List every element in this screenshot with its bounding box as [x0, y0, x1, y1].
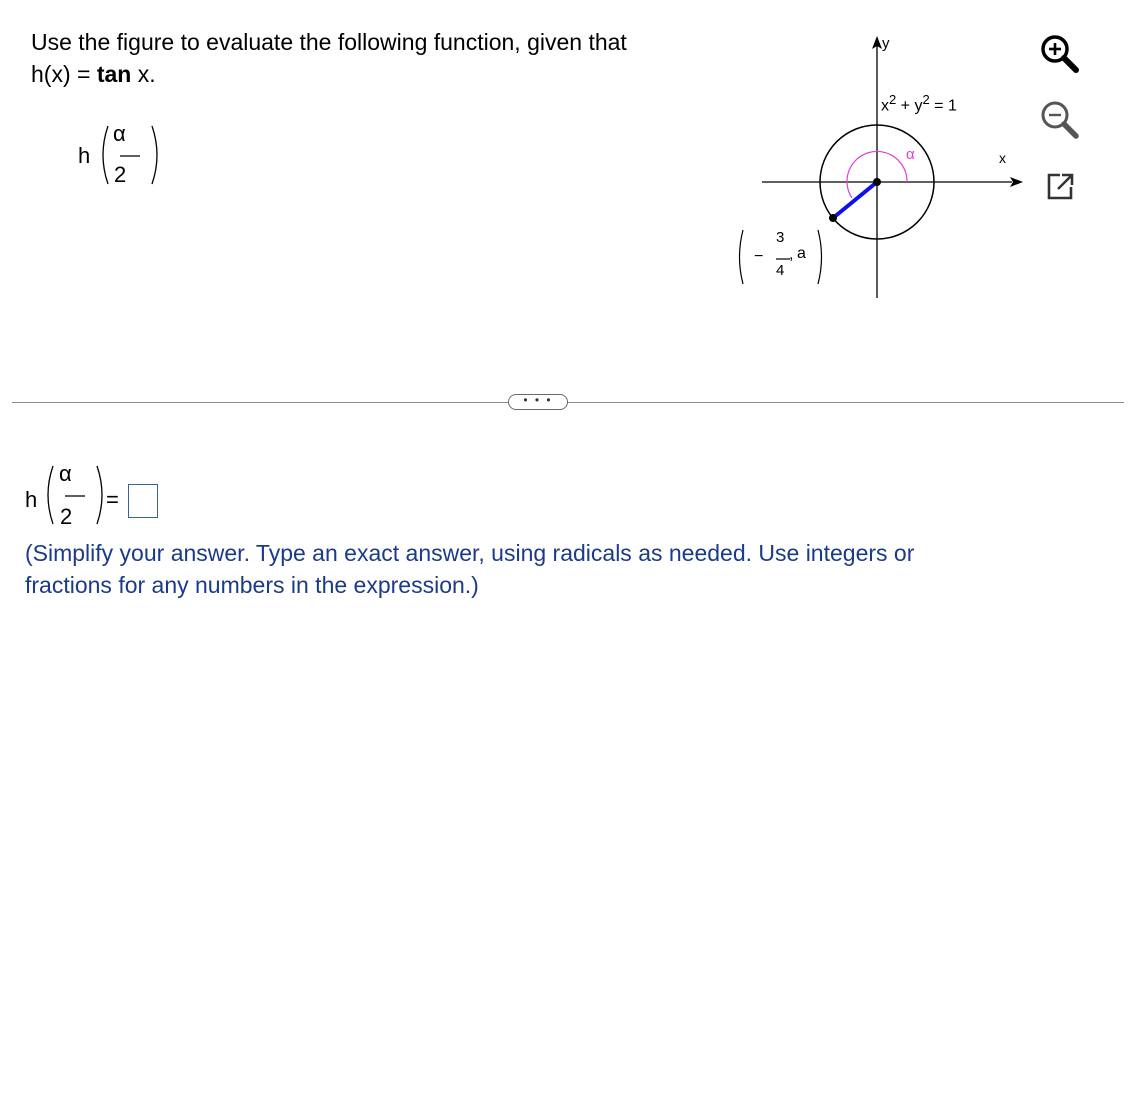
y-axis-label: y: [882, 35, 890, 52]
eq-y: y: [914, 97, 923, 115]
terminal-point: [829, 214, 837, 222]
zoom-out-button[interactable]: [1036, 96, 1084, 144]
eq-x: x: [881, 97, 889, 115]
open-new-window-button[interactable]: [1036, 162, 1084, 210]
answer-fraction-numerator: α: [59, 461, 72, 486]
eq-plus: +: [896, 97, 915, 115]
answer-function-symbol: h: [25, 487, 38, 512]
more-button[interactable]: • • •: [508, 394, 568, 410]
point-sign: −: [754, 248, 764, 265]
circle-equation: [881, 92, 957, 115]
terminal-side: [833, 182, 877, 218]
point-denominator: 4: [776, 262, 785, 279]
function-definition: [31, 59, 156, 89]
eq-rhs: = 1: [929, 97, 957, 115]
open-new-window-icon: [1036, 162, 1084, 210]
zoom-in-icon: [1036, 30, 1084, 78]
eq-sup-x: 2: [889, 92, 897, 107]
answer-hint-line1: (Simplify your answer. Type an exact answer, using radicals as needed. Use integers or: [25, 540, 915, 566]
question-expression: [78, 118, 168, 190]
function-prefix: h(x) =: [31, 61, 97, 87]
zoom-in-button[interactable]: [1036, 30, 1084, 78]
section-divider: [12, 402, 1124, 403]
x-axis-label: x: [999, 150, 1006, 166]
equals-sign: =: [106, 487, 119, 512]
function-symbol: h: [78, 143, 91, 168]
answer-fraction-denominator: 2: [60, 504, 73, 529]
function-name: tan: [96, 61, 132, 87]
answer-parentheses: [41, 462, 109, 528]
question-text: Use the figure to evaluate the following function, given that: [31, 29, 627, 55]
eq-sup-y: 2: [922, 92, 930, 107]
parentheses: [96, 122, 164, 188]
unit-circle-figure: [730, 30, 1030, 305]
fraction-numerator: α: [113, 121, 126, 146]
point-comma: ,: [789, 246, 794, 263]
point-y-value: a: [797, 245, 806, 262]
origin-point: [873, 178, 881, 186]
answer-expression: [25, 458, 125, 530]
point-numerator: 3: [776, 229, 785, 246]
angle-label: α: [906, 146, 915, 163]
answer-input[interactable]: [128, 484, 158, 518]
fraction-denominator: 2: [114, 162, 127, 187]
function-suffix: x.: [131, 61, 156, 87]
answer-hint-line2: fractions for any numbers in the expression.): [25, 572, 479, 598]
zoom-out-icon: [1036, 96, 1084, 144]
